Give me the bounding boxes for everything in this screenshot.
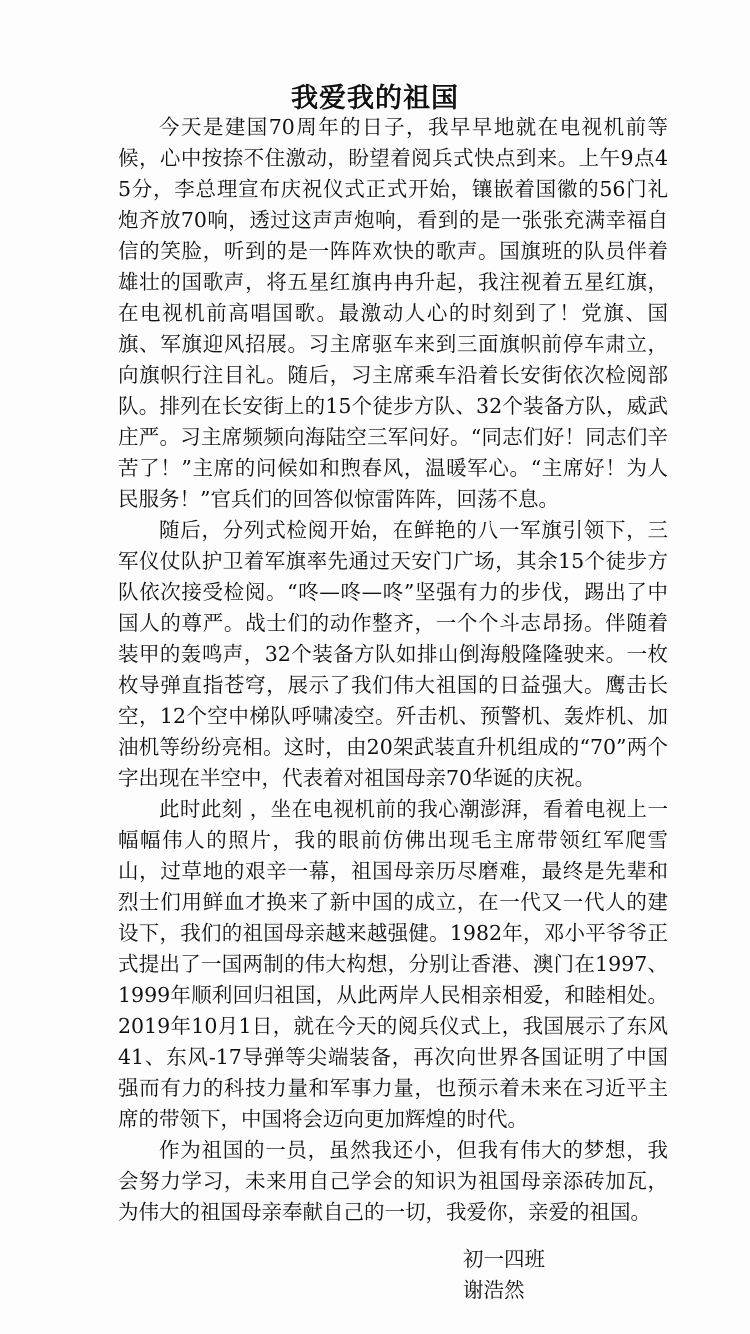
essay-title: 我爱我的祖国 [291,83,459,114]
author-name: 谢浩然 [463,1278,525,1302]
essay-body [118,112,668,1228]
class-name: 初一四班 [463,1247,545,1271]
essay-paragraph-2: 随后，分列式检阅开始，在鲜艳的八一军旗引领下，三军仪仗队护卫着军旗率先通过天安门广场，其余15个徒步方队依次接受检阅。“咚—咚—咚”坚强有力的步伐，踢出了中国人的尊严。战士们的动作整齐，一个个斗志昂扬。伴随着装甲的轰鸣声，32个装备方队如排山倒海般隆隆驶来。一枚枚导弹直指苍穹，展示了我们伟大祖国的日益强大。鹰击长空，12个空中梯队呼啸凌空。歼击机、预警机、轰炸机、加油机等纷纷亮相。这时，由20架武装直升机组成的“70”两个字出现在半空中，代表着对祖国母亲70华诞的庆祝。 [118,518,668,790]
essay-paragraph-4: 作为祖国的一员，虽然我还小，但我有伟大的梦想，我会努力学习，未来用自己学会的知识为祖国母亲添砖加瓦，为伟大的祖国母亲奉献自己的一切，我爱你，亲爱的祖国。 [118,1138,668,1224]
essay-paragraph-3: 此时此刻 ，坐在电视机前的我心潮澎湃，看着电视上一幅幅伟人的照片，我的眼前仿佛出现毛主席带领红军爬雪山，过草地的艰辛一幕，祖国母亲历尽磨难，最终是先辈和烈士们用鲜血才换来了新中国的成立，在一代又一代人的建设下，我们的祖国母亲越来越强健。1982年，邓小平爷爷正式提出了一国两制的伟大构想，分别让香港、澳门在1997、1999年顺利回归祖国，从此两岸人民相亲相爱，和睦相处。2019年10月1日，就在今天的阅兵仪式上，我国展示了东风41、东风-17导弹等尖端装备，再次向世界各国证明了中国强而有力的科技力量和军事力量，也预示着未来在习近平主席的带领下，中国将会迈向更加辉煌的时代。 [118,797,668,1131]
essay-paragraph-1: 今天是建国70周年的日子，我早早地就在电视机前等候，心中按捺不住激动，盼望着阅兵式快点到来。上午9点45分，李总理宣布庆祝仪式正式开始，镶嵌着国徽的56门礼炮齐放70响，透过这声声炮响，看到的是一张张充满幸福自信的笑脸，听到的是一阵阵欢快的歌声。国旗班的队员伴着雄壮的国歌声，将五星红旗冉冉升起，我注视着五星红旗，在电视机前高唱国歌。最激动人心的时刻到了！党旗、国旗、军旗迎风招展。习主席驱车来到三面旗帜前停车肃立，向旗帜行注目礼。随后，习主席乘车沿着长安街依次检阅部队。排列在长安街上的15个徒步方队、32个装备方队，威武庄严。习主席频频向海陆空三军问好。“同志们好！同志们辛苦了！”主席的问候如和煦春风，温暖军心。“主席好！为人民服务！”官兵们的回答似惊雷阵阵，回荡不息。 [118,115,668,511]
